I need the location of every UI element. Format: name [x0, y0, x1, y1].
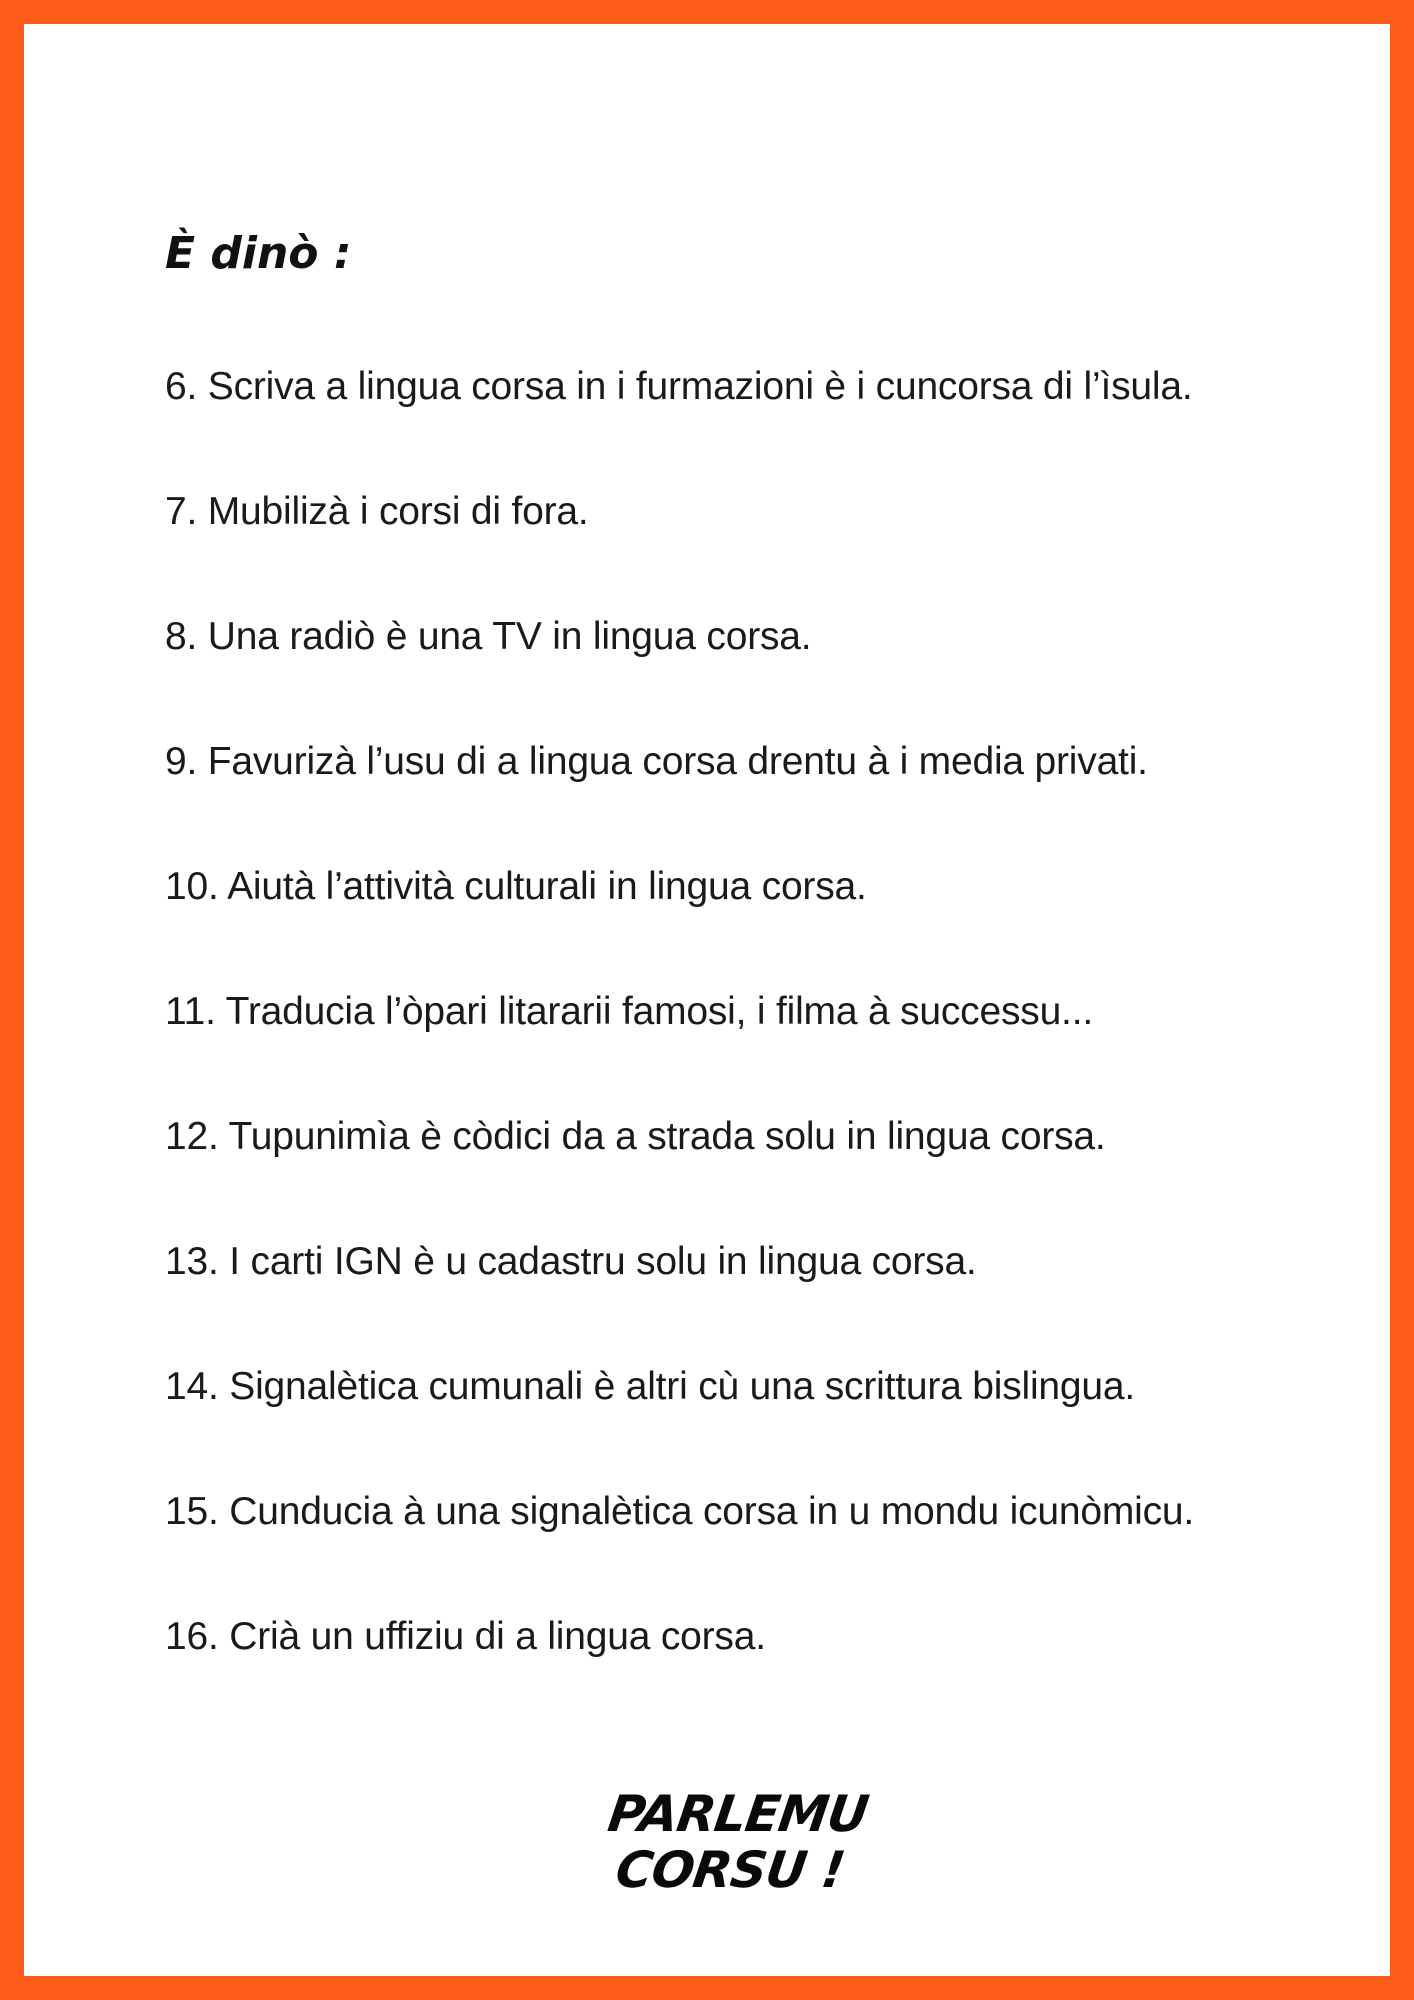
list-item: 14. Signalètica cumunali è altri cù una scrittura bislingua. [165, 1365, 1136, 1408]
list-item: 12. Tupunimìa è còdici da a strada solu in lingua corsa. [165, 1115, 1106, 1158]
list-item: 8. Una radiò è una TV in lingua corsa. [165, 615, 812, 658]
logo-line-1: PARLEMU [604, 1785, 872, 1843]
item-list [165, 357, 1194, 1667]
list-item: 9. Favurizà l’usu di a lingua corsa drentu à i media privati. [165, 740, 1148, 783]
list-item: 15. Cunducia à una signalètica corsa in u mondu icunòmicu. [165, 1490, 1195, 1533]
list-item: 7. Mubilizà i corsi di fora. [165, 490, 589, 533]
list-item: 6. Scriva a lingua corsa in i furmazioni è i cuncorsa di l’ìsula. [165, 365, 1193, 408]
logo-line-2: CORSU ! [612, 1841, 848, 1899]
heading: È dinò : [165, 228, 352, 279]
list-item: 10. Aiutà l’attività culturali in lingua corsa. [165, 865, 867, 908]
list-item: 13. I carti IGN è u cadastru solu in lingua corsa. [165, 1240, 977, 1283]
list-item: 16. Crià un uffiziu di a lingua corsa. [165, 1615, 766, 1658]
list-item: 11. Traducia l’òpari litararii famosi, i filma à successu... [165, 990, 1093, 1033]
parlemu-corsu-logo [596, 1786, 872, 1898]
